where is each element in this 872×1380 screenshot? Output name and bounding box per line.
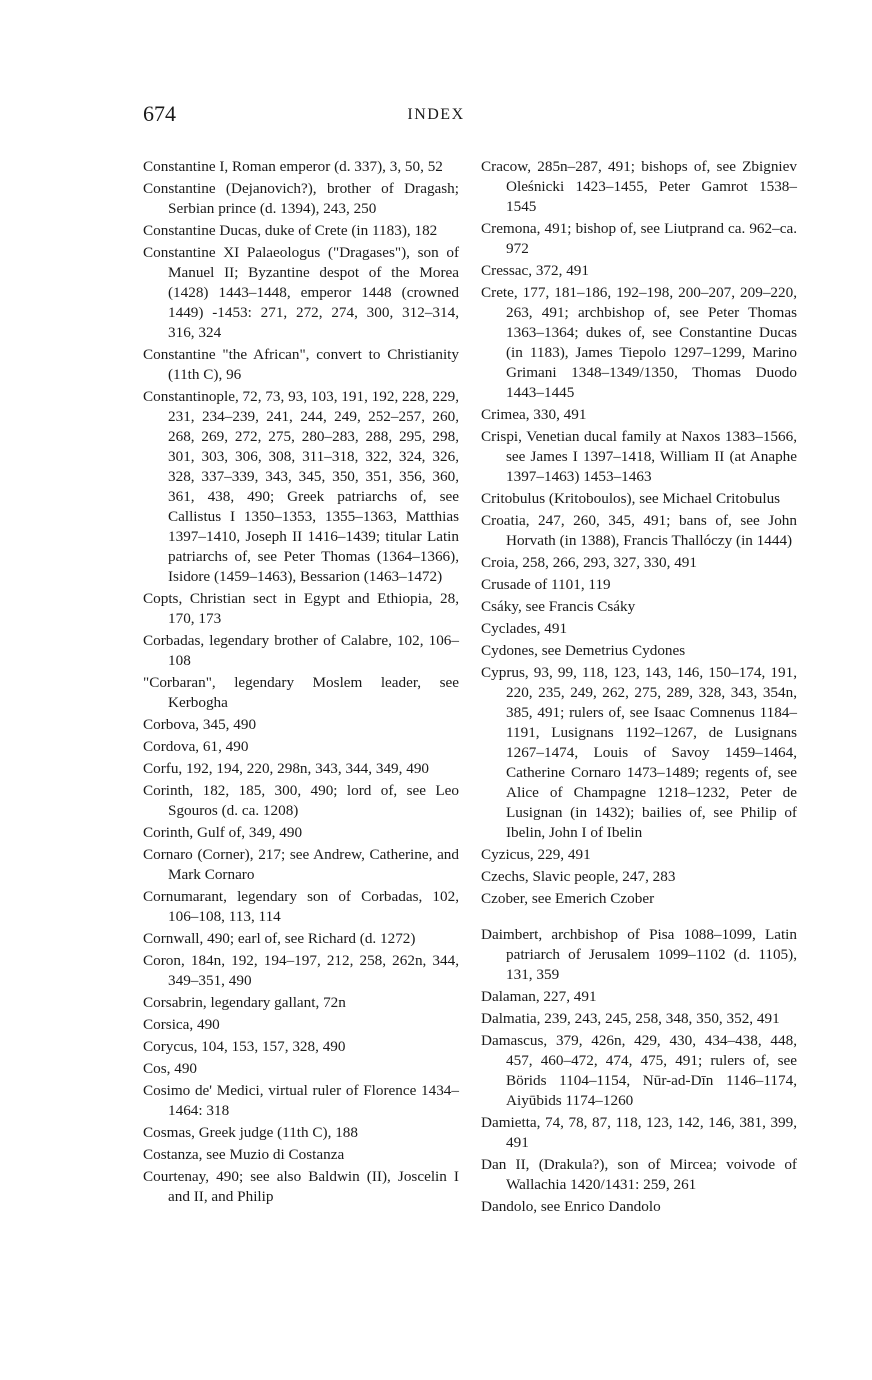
index-entry: Dalmatia, 239, 243, 245, 258, 348, 350, 352, 491: [481, 1010, 780, 1027]
index-entry: Coron, 184n, 192, 194–197, 212, 258, 262n, 344, 349–351, 490: [143, 952, 459, 989]
index-entry: Dan II, (Drakula?), son of Mircea; voivode of Wallachia 1420/1431: 259, 261: [481, 1156, 797, 1193]
index-entry: Crusade of 1101, 119: [481, 576, 611, 593]
index-entry: Czechs, Slavic people, 247, 283: [481, 868, 676, 885]
index-entry: Constantine "the African", convert to Christianity (11th C), 96: [143, 346, 459, 383]
index-entry: Cremona, 491; bishop of, see Liutprand ca. 962–ca. 972: [481, 220, 797, 257]
index-entry: Corinth, 182, 185, 300, 490; lord of, see Leo Sgouros (d. ca. 1208): [143, 782, 459, 819]
index-entry: Crete, 177, 181–186, 192–198, 200–207, 209–220, 263, 491; archbishop of, see Peter Thomas 1363–1364; dukes of, see Constantine Ducas (in 1183), James Tiepolo 1297–1299, Marino Grimani 1348–1349/1350, Thomas Duodo 1443–1445: [481, 284, 797, 401]
index-entry: Cornumarant, legendary son of Corbadas, 102, 106–108, 113, 114: [143, 888, 459, 925]
index-entry: Corinth, Gulf of, 349, 490: [143, 824, 303, 841]
index-entry: Croia, 258, 266, 293, 327, 330, 491: [481, 554, 697, 571]
index-entry: Corfu, 192, 194, 220, 298n, 343, 344, 349, 490: [143, 760, 430, 777]
index-entry: Daimbert, archbishop of Pisa 1088–1099, Latin patriarch of Jerusalem 1099–1102 (d. 1105), 131, 359: [481, 926, 797, 983]
index-entry: Constantine XI Palaeologus ("Dragases"), son of Manuel II; Byzantine despot of the Morea (1428) 1443–1448, emperor 1448 (crowned 1449) -1453: 271, 272, 274, 300, 312–314, 316, 324: [143, 244, 459, 341]
index-entry: Cornwall, 490; earl of, see Richard (d. 1272): [143, 930, 416, 947]
index-right-column: [481, 157, 797, 1219]
index-entry: Damascus, 379, 426n, 429, 430, 434–438, 448, 457, 460–472, 474, 475, 491; rulers of, see Börids 1104–1154, Nūr-ad-Dīn 1146–1174, Aiyūbids 1174–1260: [481, 1032, 797, 1109]
index-entry: Courtenay, 490; see also Baldwin (II), Joscelin I and II, and Philip: [143, 1168, 459, 1205]
index-entry: Corbova, 345, 490: [143, 716, 257, 733]
index-entry: Constantinople, 72, 73, 93, 103, 191, 192, 228, 229, 231, 234–239, 241, 244, 249, 252–257, 260, 268, 269, 272, 275, 280–283, 288, 295, 298, 301, 303, 306, 308, 311–318, 322, 324, 326, 328, 337–339, 343, 345, 350, 351, 356, 360, 361, 438, 490; Greek patriarchs of, see Callistus I 1350–1353, 1355–1363, Matthias 1397–1410, Joseph II 1416–1439; titular Latin patriarchs of, see Peter Thomas (1364–1366), Isidore (1459–1463), Bessarion (1463–1472): [143, 388, 459, 585]
index-entry: Crispi, Venetian ducal family at Naxos 1383–1566, see James I 1397–1418, William II (at Anaphe 1397–1463) 1453–1463: [481, 428, 797, 485]
index-entry: Dalaman, 227, 491: [481, 988, 597, 1005]
index-entry: Constantine I, Roman emperor (d. 337), 3, 50, 52: [143, 158, 443, 175]
index-entry: Cydones, see Demetrius Cydones: [481, 642, 686, 659]
index-entry: Dandolo, see Enrico Dandolo: [481, 1198, 661, 1215]
index-entry: Croatia, 247, 260, 345, 491; bans of, see John Horvath (in 1388), Francis Thallóczy (in 1444): [481, 512, 797, 549]
index-entry: Czober, see Emerich Czober: [481, 890, 655, 907]
index-entry: Constantine Ducas, duke of Crete (in 1183), 182: [143, 222, 438, 239]
index-entry: Cosimo de' Medici, virtual ruler of Florence 1434–1464: 318: [143, 1082, 459, 1119]
index-entry: Cyzicus, 229, 491: [481, 846, 591, 863]
index-entry: Crimea, 330, 491: [481, 406, 587, 423]
index-entry: Corbadas, legendary brother of Calabre, 102, 106–108: [143, 632, 459, 669]
index-left-column: [143, 157, 459, 1209]
index-entry: Corsabrin, legendary gallant, 72n: [143, 994, 346, 1011]
index-entry: Copts, Christian sect in Egypt and Ethiopia, 28, 170, 173: [143, 590, 459, 627]
index-entry: Constantine (Dejanovich?), brother of Dragash; Serbian prince (d. 1394), 243, 250: [143, 180, 459, 217]
index-entry: Damietta, 74, 78, 87, 118, 123, 142, 146, 381, 399, 491: [481, 1114, 797, 1151]
index-entry: Critobulus (Kritoboulos), see Michael Critobulus: [481, 490, 781, 507]
index-entry: "Corbaran", legendary Moslem leader, see Kerbogha: [143, 674, 459, 711]
index-entry: Cressac, 372, 491: [481, 262, 589, 279]
index-entry: Cos, 490: [143, 1060, 198, 1077]
page-number: 674: [143, 101, 176, 126]
index-entry: Cracow, 285n–287, 491; bishops of, see Zbigniev Oleśnicki 1423–1455, Peter Gamrot 1538–1545: [481, 158, 797, 215]
index-entry: Costanza, see Muzio di Costanza: [143, 1146, 345, 1163]
index-entry: Corycus, 104, 153, 157, 328, 490: [143, 1038, 346, 1055]
index-entry: Corsica, 490: [143, 1016, 220, 1033]
index-entry: Csáky, see Francis Csáky: [481, 598, 636, 615]
index-entry: Cornaro (Corner), 217; see Andrew, Catherine, and Mark Cornaro: [143, 846, 459, 883]
page-title: INDEX: [407, 106, 465, 123]
index-entry: Cyprus, 93, 99, 118, 123, 143, 146, 150–174, 191, 220, 235, 249, 262, 275, 289, 328, 343, 354n, 385, 491; rulers of, see Isaac Comnenus 1184–1191, Lusignans 1192–1267, de Lusignans 1267–1474, Louis of Savoy 1459–1464, Catherine Cornaro 1473–1489; regents of, see Alice of Champagne 1218–1232, Peter de Lusignan (in 1432); bailies of, see Philip of Ibelin, John I of Ibelin: [481, 664, 797, 841]
index-entry: Cordova, 61, 490: [143, 738, 249, 755]
index-entry: Cyclades, 491: [481, 620, 568, 637]
index-entry: Cosmas, Greek judge (11th C), 188: [143, 1124, 358, 1141]
